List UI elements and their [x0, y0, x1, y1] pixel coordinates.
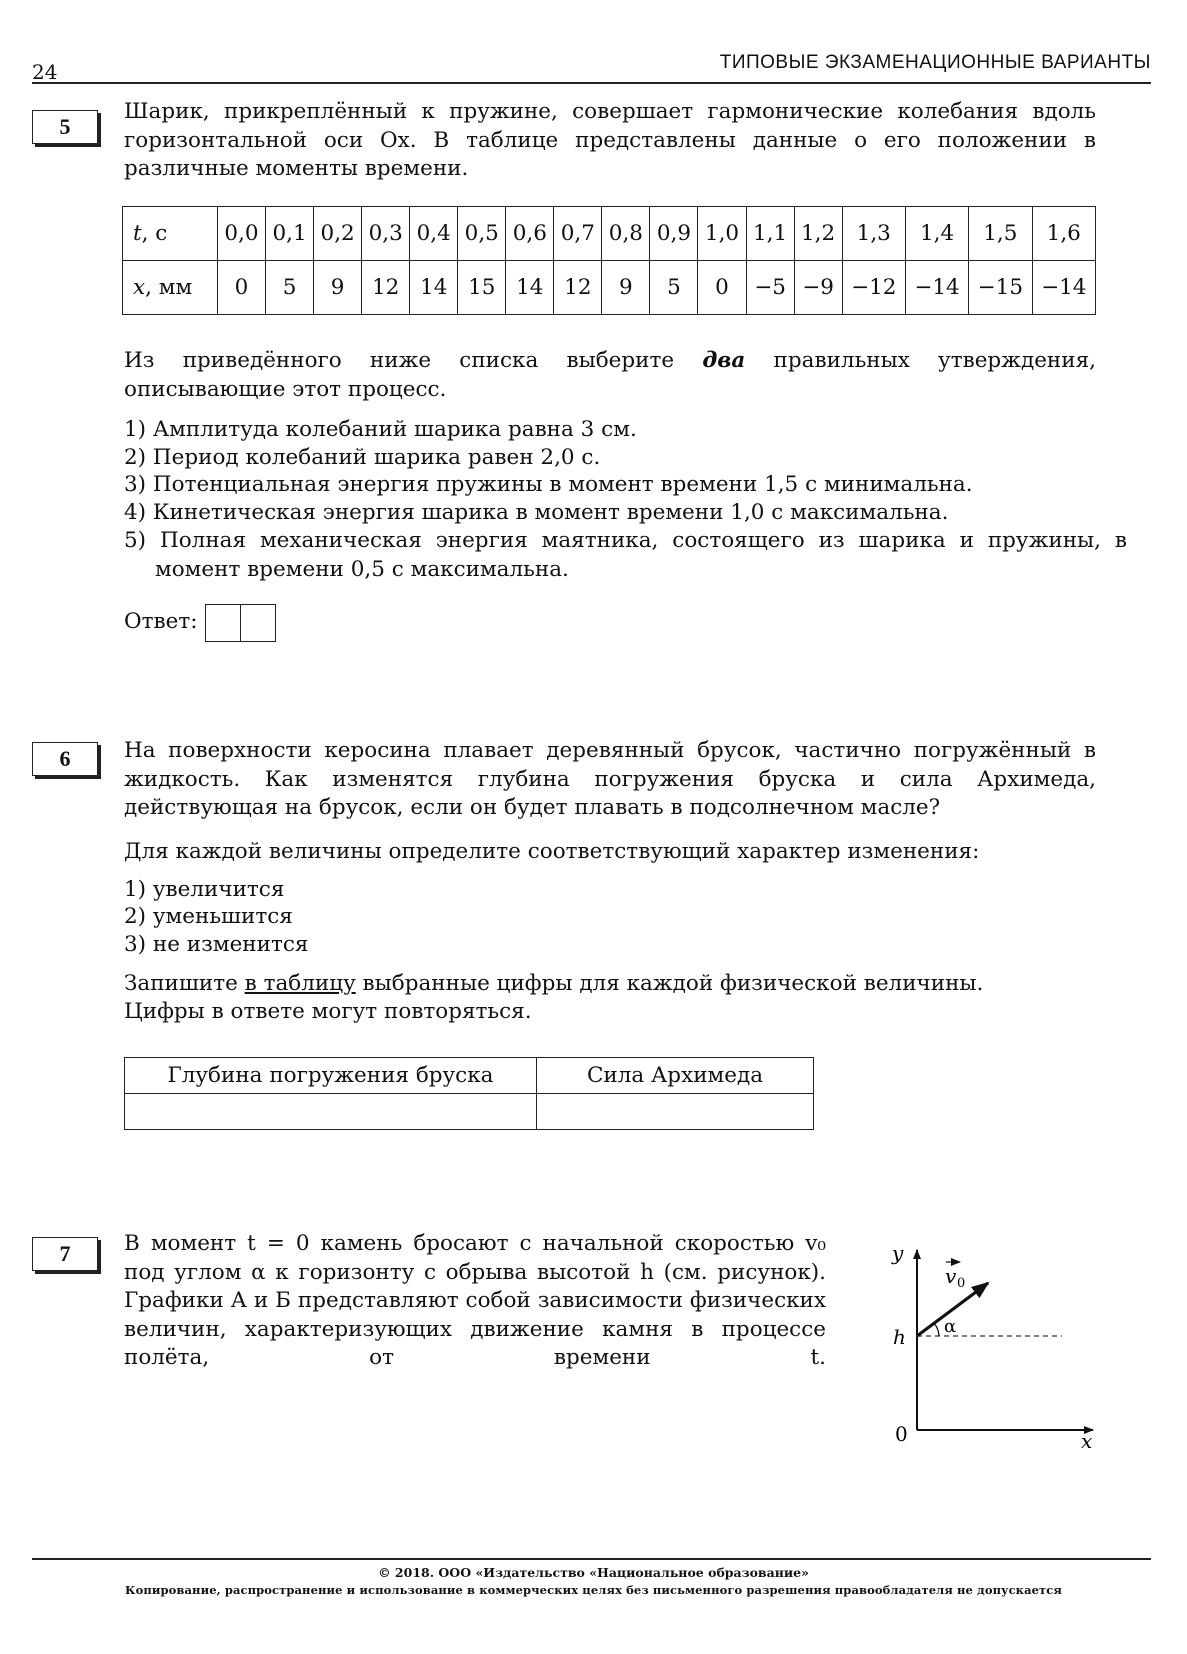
cell-t-12: 1,2: [794, 207, 842, 261]
answer-cell-2[interactable]: [240, 604, 276, 642]
task-5-option-2: 2) Период колебаний шарика равен 2,0 с.: [124, 445, 601, 470]
cell-t-11: 1,1: [746, 207, 794, 261]
cell-x-1: 5: [266, 261, 314, 315]
cell-x-16: −14: [1032, 261, 1096, 315]
task-5-intro-text: Шарик, прикреплённый к пружине, совершает гармонические колебания вдоль горизонтальной оси Ox. В таблице представлены данные о его положении в различные моменты времени.: [124, 99, 1096, 181]
angle-label: α: [944, 1316, 957, 1337]
x-axis-label: x: [1081, 1429, 1093, 1453]
task-5-data-table: [122, 206, 1096, 315]
velocity-symbol: v: [945, 1264, 957, 1288]
cell-t-7: 0,7: [554, 207, 602, 261]
velocity-label: [945, 1262, 965, 1291]
cell-t-8: 0,8: [602, 207, 650, 261]
cell-x-2: 9: [314, 261, 362, 315]
cell-x-6: 14: [506, 261, 554, 315]
task-6-option-3: 3) не изменится: [124, 932, 309, 957]
row-label-t: t, с: [123, 207, 218, 261]
cell-t-0: 0,0: [218, 207, 266, 261]
cell-x-13: −12: [842, 261, 905, 315]
task-6-repeat-note: Цифры в ответе могут повторяться.: [124, 999, 532, 1024]
answer-cell-archimedes[interactable]: [537, 1094, 814, 1130]
task-5-intro: [124, 98, 1096, 184]
cell-x-4: 14: [410, 261, 458, 315]
footer-rule: [32, 1558, 1151, 1560]
task-5-option-3: 3) Потенциальная энергия пружины в момент времени 1,5 с минимальна.: [124, 472, 973, 497]
header-rule: [32, 82, 1151, 84]
task-6-instruction: Для каждой величины определите соответствующий характер изменения:: [124, 839, 980, 864]
task-6-intro: На поверхности керосина плавает деревянный брусок, частично погружённый в жидкость. Как изменятся глубина погружения бруска и сила Архимеда, действующая на брусок, если он будет плавать в подсолнечном масле?: [124, 738, 1096, 820]
task-7-number: 7: [32, 1237, 98, 1271]
cell-t-14: 1,4: [905, 207, 968, 261]
task-5-number: 5: [32, 110, 98, 144]
column-header-archimedes: Сила Архимеда: [537, 1058, 814, 1094]
cell-x-3: 12: [362, 261, 410, 315]
task-5-option-1: 1) Амплитуда колебаний шарика равна 3 см.: [124, 417, 637, 442]
task-6-option-2: 2) уменьшится: [124, 904, 293, 929]
cell-t-4: 0,4: [410, 207, 458, 261]
cell-t-10: 1,0: [698, 207, 746, 261]
task-5-question-end: правильных утверждения, описывающие этот процесс.: [124, 348, 1096, 402]
cell-t-13: 1,3: [842, 207, 905, 261]
origin-label: 0: [895, 1422, 908, 1446]
cell-t-2: 0,2: [314, 207, 362, 261]
h-label: h: [893, 1325, 906, 1349]
cell-x-12: −9: [794, 261, 842, 315]
cell-t-15: 1,5: [969, 207, 1032, 261]
task-5-question: [124, 347, 1096, 404]
task-5-question-emphasis: два: [702, 348, 746, 373]
footer-notice: Копирование, распространение и использование в коммерческих целях без письменного разрешения правообладателя не допускается: [125, 1583, 1062, 1597]
velocity-subscript: 0: [957, 1276, 966, 1291]
cell-t-16: 1,6: [1032, 207, 1096, 261]
task-6-write-end: выбранные цифры для каждой физической величины.: [355, 971, 984, 996]
cell-x-0: 0: [218, 261, 266, 315]
task-6-write-underlined: в таблицу: [244, 971, 356, 996]
answer-cell-1[interactable]: [205, 604, 241, 642]
column-header-depth: Глубина погружения бруска: [125, 1058, 537, 1094]
cell-x-9: 5: [650, 261, 698, 315]
task-6-write-instruction: [124, 970, 983, 999]
cell-x-5: 15: [458, 261, 506, 315]
page-number: 24: [32, 60, 58, 84]
cell-t-6: 0,6: [506, 207, 554, 261]
running-header: ТИПОВЫЕ ЭКЗАМЕНАЦИОННЫЕ ВАРИАНТЫ: [719, 52, 1151, 73]
cell-x-15: −15: [969, 261, 1032, 315]
task-5-answer-cells: [205, 604, 276, 642]
task-5-answer-label: Ответ:: [124, 609, 198, 634]
task-6-number: 6: [32, 742, 98, 776]
cell-x-8: 9: [602, 261, 650, 315]
answer-cell-depth[interactable]: [125, 1094, 537, 1130]
table-row-header: [125, 1058, 814, 1094]
y-axis-label: y: [892, 1241, 904, 1265]
task-7-text: В момент t = 0 камень бросают с начальной скоростью v₀ под углом α к горизонту с обрыва высотой h (см. рисунок). Графики А и Б представляют собой зависимости физических величин, характеризующих движение камня в процессе полёта, от времени t.: [124, 1231, 826, 1370]
cell-x-7: 12: [554, 261, 602, 315]
table-row-answer: [125, 1094, 814, 1130]
task-5-option-4: 4) Кинетическая энергия шарика в момент времени 1,0 с максимальна.: [124, 500, 949, 525]
task-6-answer-table: [124, 1057, 814, 1130]
cell-x-14: −14: [905, 261, 968, 315]
task-6-write-start: Запишите: [124, 971, 245, 996]
cell-x-11: −5: [746, 261, 794, 315]
cell-t-5: 0,5: [458, 207, 506, 261]
task-5-question-start: Из приведённого ниже списка выберите: [124, 348, 703, 373]
cell-t-1: 0,1: [266, 207, 314, 261]
task-7-figure: [880, 1236, 1110, 1454]
row-label-x: x, мм: [123, 261, 218, 315]
task-6-option-1: 1) увеличится: [124, 877, 285, 902]
table-row-position: [123, 261, 1096, 315]
angle-arc: [934, 1323, 939, 1336]
footer-copyright: © 2018. ООО «Издательство «Национальное образование»: [378, 1565, 809, 1580]
cell-t-9: 0,9: [650, 207, 698, 261]
cell-t-3: 0,3: [362, 207, 410, 261]
task-5-option-5: 5) Полная механическая энергия маятника, состоящего из шарика и пружины, в момент времени 0,5 с максимальна.: [124, 528, 1127, 582]
cell-x-10: 0: [698, 261, 746, 315]
table-row-time: [123, 207, 1096, 261]
